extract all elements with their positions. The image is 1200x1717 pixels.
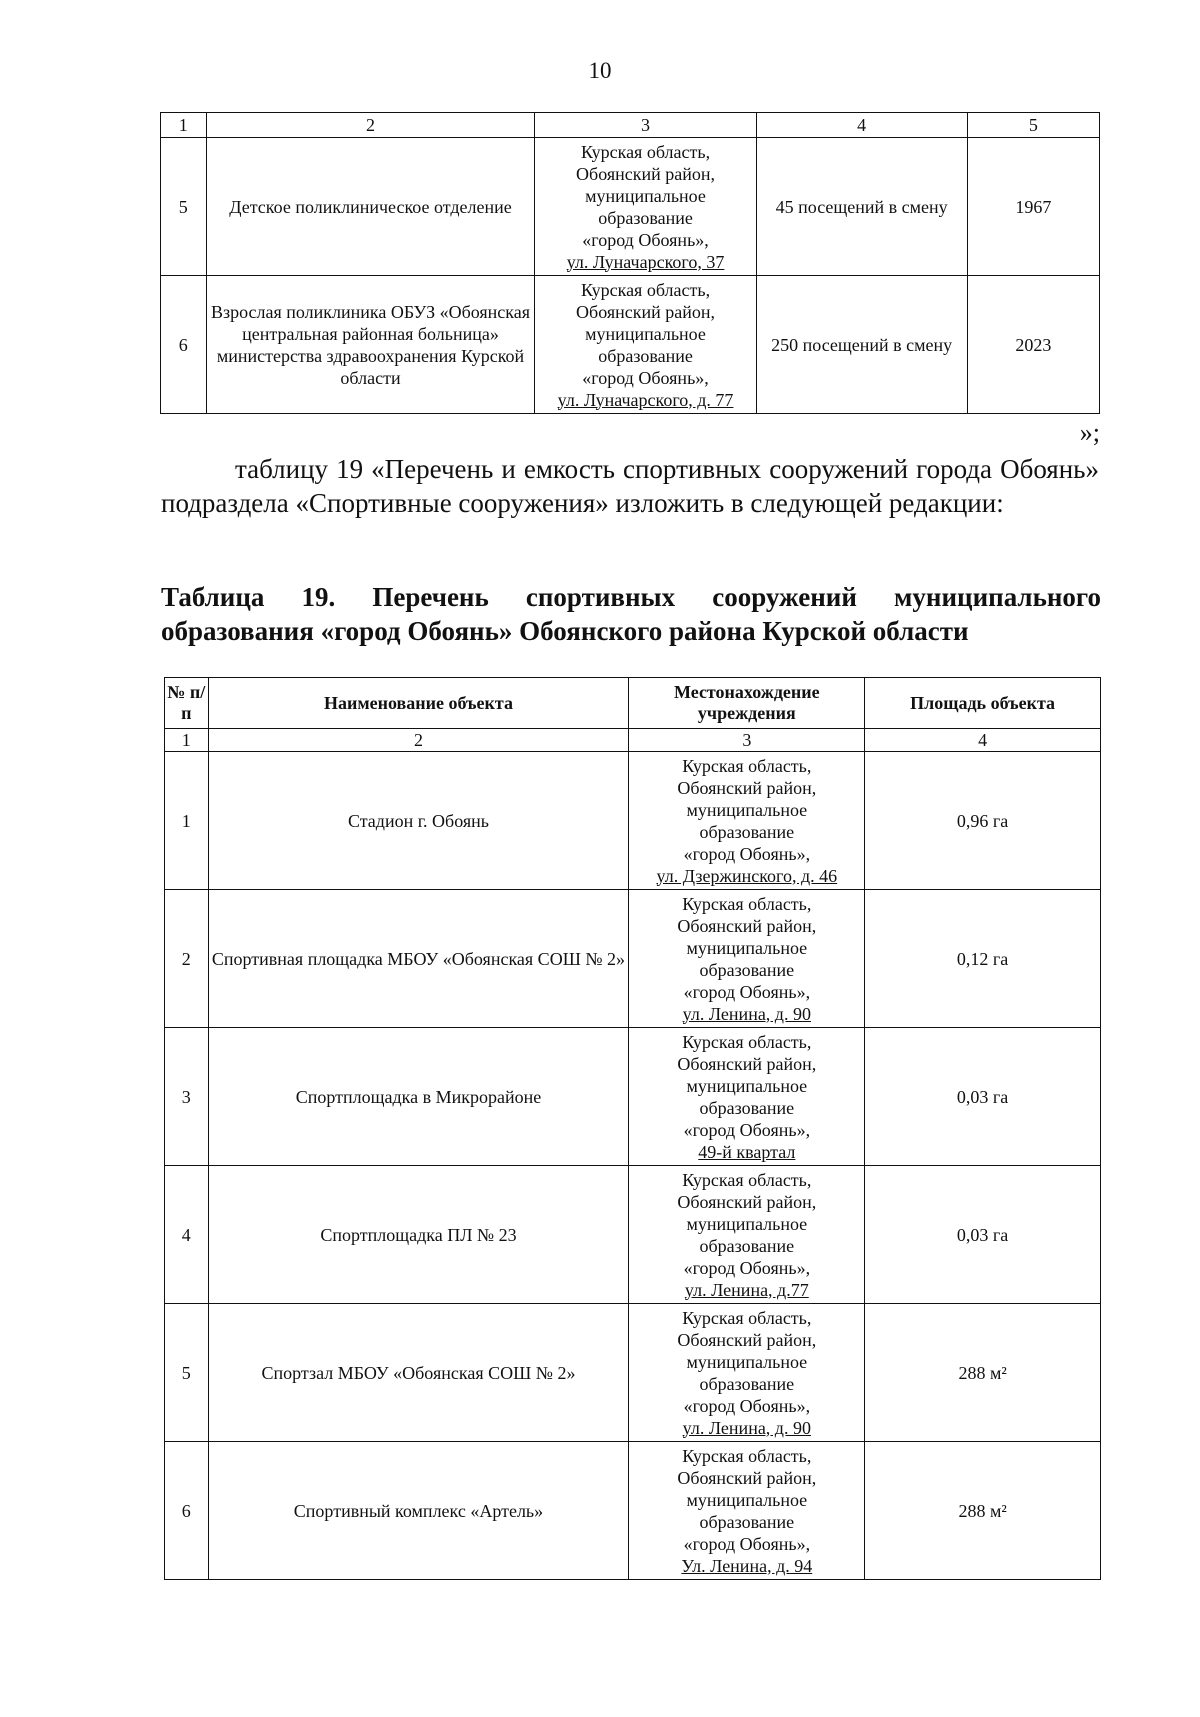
- address-line: ул. Ленина, д.77: [684, 1279, 809, 1300]
- address-line: муниципальное: [686, 1075, 808, 1096]
- table-header-row: [165, 678, 1101, 729]
- table-row: [165, 1028, 1101, 1166]
- address-line: Курская область,: [682, 1307, 812, 1328]
- address-cell: [629, 752, 865, 890]
- address-line: муниципальное: [585, 323, 706, 344]
- row-number: 6: [161, 276, 207, 414]
- row-number: 3: [165, 1028, 209, 1166]
- address-line: муниципальное: [686, 1489, 808, 1510]
- address-line: «город Обоянь»,: [582, 367, 709, 388]
- closing-quote: »;: [1079, 418, 1100, 447]
- capacity: 45 посещений в смену: [756, 138, 967, 276]
- address-line: муниципальное: [686, 937, 808, 958]
- address-line: образование: [699, 1511, 795, 1532]
- table-row: [165, 752, 1101, 890]
- address-line: 49-й квартал: [698, 1141, 796, 1162]
- col-header-name: Наименование объекта: [208, 678, 629, 729]
- address-line: «город Обоянь»,: [683, 1119, 811, 1140]
- facility-area: 0,03 га: [865, 1028, 1101, 1166]
- facility-name: Стадион г. Обоянь: [208, 752, 629, 890]
- address-line: ул. Дзержинского, д. 46: [656, 865, 838, 886]
- row-number: 6: [165, 1442, 209, 1580]
- address-line: Обоянский район,: [677, 1053, 817, 1074]
- row-number: 2: [165, 890, 209, 1028]
- col-number: 2: [206, 113, 535, 138]
- address-line: Обоянский район,: [677, 915, 817, 936]
- capacity: 250 посещений в смену: [756, 276, 967, 414]
- col-header-location: Местонахождение учреждения: [629, 678, 865, 729]
- year: 2023: [967, 276, 1099, 414]
- address-line: муниципальное: [686, 1351, 808, 1372]
- row-number: 1: [165, 752, 209, 890]
- facility-name: Спортзал МБОУ «Обоянская СОШ № 2»: [208, 1304, 629, 1442]
- address-line: Курская область,: [580, 141, 711, 162]
- address-line: образование: [598, 345, 693, 366]
- address-cell: [629, 1166, 865, 1304]
- address-line: Курская область,: [682, 755, 812, 776]
- column-number-row: [165, 729, 1101, 752]
- table-heading: Таблица 19. Перечень спортивных сооружений муниципального образования «город Обоянь» Обоянского района Курской области: [161, 582, 1101, 646]
- facility-area: 288 м²: [865, 1304, 1101, 1442]
- address-line: Курская область,: [580, 279, 711, 300]
- facility-name: Спортивный комплекс «Артель»: [208, 1442, 629, 1580]
- address-line: «город Обоянь»,: [683, 1395, 811, 1416]
- col-number: 3: [629, 729, 865, 752]
- table-row: [161, 276, 1100, 414]
- facility-area: 0,96 га: [865, 752, 1101, 890]
- address-line: «город Обоянь»,: [683, 843, 811, 864]
- col-header-number: № п/п: [165, 678, 209, 729]
- address-line: муниципальное: [686, 1213, 808, 1234]
- address-line: Курская область,: [682, 1445, 812, 1466]
- col-number: 4: [756, 113, 967, 138]
- address-line: муниципальное: [585, 185, 706, 206]
- col-number: 1: [165, 729, 209, 752]
- address-cell: [535, 138, 756, 276]
- healthcare-table: [160, 112, 1100, 414]
- address-line: Ул. Ленина, д. 94: [681, 1555, 813, 1576]
- table-row: [165, 1442, 1101, 1580]
- address-line: Обоянский район,: [677, 1467, 817, 1488]
- facility-name: Спортивная площадка МБОУ «Обоянская СОШ № 2»: [208, 890, 629, 1028]
- address-line: Курская область,: [682, 1031, 812, 1052]
- row-number: 5: [165, 1304, 209, 1442]
- address-cell: [535, 276, 756, 414]
- table-row: [165, 1304, 1101, 1442]
- facility-name: Детское поликлиническое отделение: [206, 138, 535, 276]
- address-line: «город Обоянь»,: [582, 229, 709, 250]
- amendment-paragraph: таблицу 19 «Перечень и емкость спортивных сооружений города Обоянь» подраздела «Спортивные сооружения» изложить в следующей редакции:: [161, 454, 1099, 518]
- col-number: 5: [967, 113, 1099, 138]
- address-line: ул. Ленина, д. 90: [682, 1003, 811, 1024]
- address-line: ул. Луначарского, д. 77: [557, 389, 734, 410]
- facility-area: 0,12 га: [865, 890, 1101, 1028]
- address-line: муниципальное: [686, 799, 808, 820]
- address-line: Курская область,: [682, 1169, 812, 1190]
- page-number: 10: [588, 58, 612, 83]
- address-line: образование: [699, 1097, 795, 1118]
- address-line: Курская область,: [682, 893, 812, 914]
- address-line: Обоянский район,: [677, 1191, 817, 1212]
- col-header-area: Площадь объекта: [865, 678, 1101, 729]
- address-line: образование: [699, 821, 795, 842]
- table-row: [165, 890, 1101, 1028]
- row-number: 4: [165, 1166, 209, 1304]
- address-cell: [629, 1442, 865, 1580]
- address-line: образование: [699, 959, 795, 980]
- table-row: [161, 138, 1100, 276]
- address-line: «город Обоянь»,: [683, 1533, 811, 1554]
- address-line: образование: [699, 1235, 795, 1256]
- col-number: 1: [161, 113, 207, 138]
- facility-name: Взрослая поликлиника ОБУЗ «Обоянская центральная районная больница» министерства здравоохранения Курской области: [206, 276, 535, 414]
- address-cell: [629, 1304, 865, 1442]
- facility-area: 288 м²: [865, 1442, 1101, 1580]
- address-line: ул. Луначарского, 37: [566, 251, 725, 272]
- col-number: 2: [208, 729, 629, 752]
- facility-name: Спортплощадка в Микрорайоне: [208, 1028, 629, 1166]
- address-cell: [629, 890, 865, 1028]
- column-number-row: [161, 113, 1100, 138]
- facility-name: Спортплощадка ПЛ № 23: [208, 1166, 629, 1304]
- facility-area: 0,03 га: [865, 1166, 1101, 1304]
- sports-facilities-table: [164, 677, 1101, 1580]
- address-line: образование: [699, 1373, 795, 1394]
- year: 1967: [967, 138, 1099, 276]
- address-line: «город Обоянь»,: [683, 1257, 811, 1278]
- address-line: «город Обоянь»,: [683, 981, 811, 1002]
- address-line: Обоянский район,: [677, 1329, 817, 1350]
- address-line: Обоянский район,: [576, 163, 716, 184]
- table-row: [165, 1166, 1101, 1304]
- col-number: 3: [535, 113, 756, 138]
- address-line: образование: [598, 207, 693, 228]
- address-line: Обоянский район,: [677, 777, 817, 798]
- address-line: ул. Ленина, д. 90: [682, 1417, 811, 1438]
- col-number: 4: [865, 729, 1101, 752]
- row-number: 5: [161, 138, 207, 276]
- address-line: Обоянский район,: [576, 301, 716, 322]
- address-cell: [629, 1028, 865, 1166]
